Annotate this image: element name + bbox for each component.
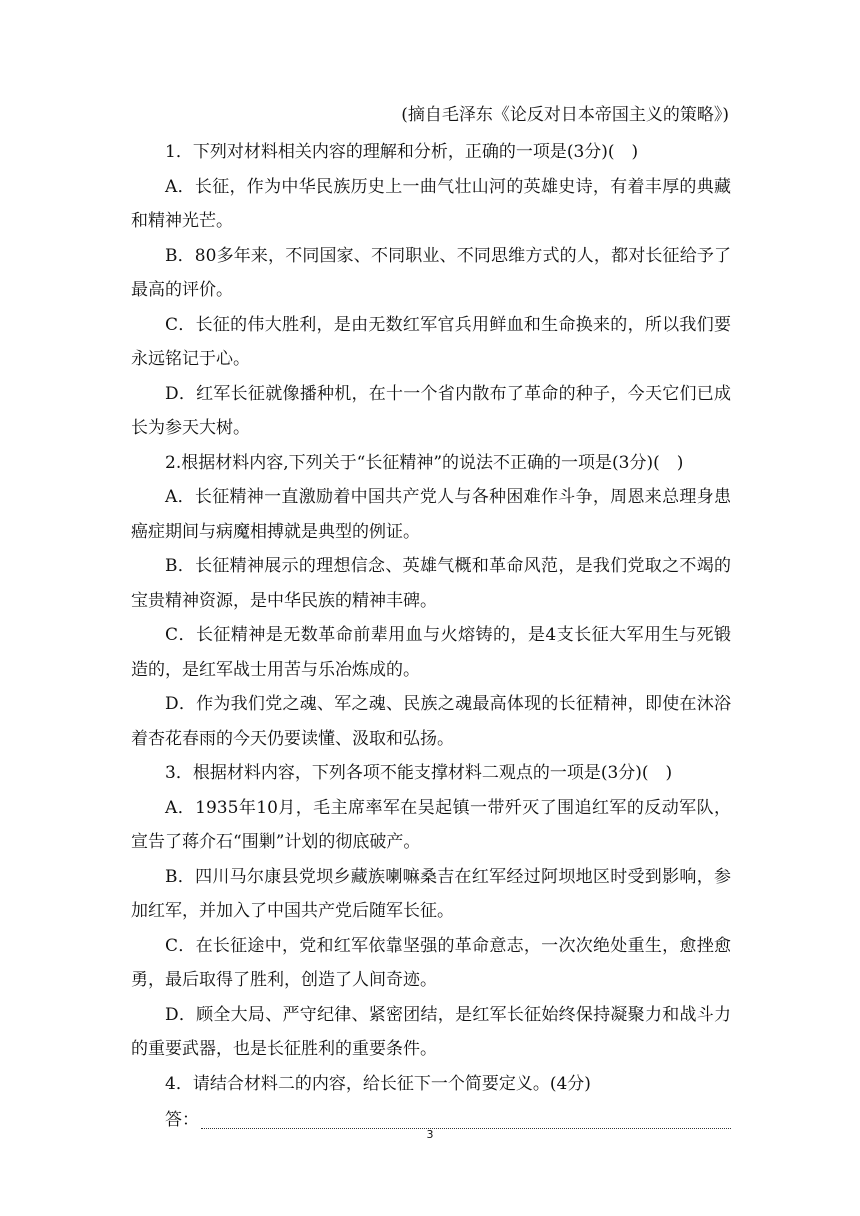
option-3a: A．1935年10月，毛主席率军在吴起镇一带歼灭了围追红军的反动军队，宣告了蒋介石“围剿”计划的彻底破产。	[131, 797, 731, 852]
option-2d: D．作为我们党之魂、军之魂、民族之魂最高体现的长征精神，即使在沐浴着杏花春雨的今天仍要读懂、汲取和弘扬。	[131, 694, 731, 749]
option-3d: D．顾全大局、严守纪律、紧密团结，是红军长征始终保持凝聚力和战斗力的重要武器，也是长征胜利的重要条件。	[131, 1004, 731, 1059]
option-1c: C．长征的伟大胜利，是由无数红军官兵用鲜血和生命换来的，所以我们要永远铭记于心。	[131, 314, 731, 369]
option-2a: A．长征精神一直激励着中国共产党人与各种困难作斗争，周恩来总理身患癌症期间与病魔相搏就是典型的例证。	[131, 487, 731, 542]
question-4: 4．请结合材料二的内容，给长征下一个简要定义。(4分)	[165, 1073, 591, 1094]
option-1d: D．红军长征就像播种机，在十一个省内散布了革命的种子，今天它们已成长为参天大树。	[131, 383, 731, 438]
question-3: 3．根据材料内容，下列各项不能支撑材料二观点的一项是(3分)( )	[165, 763, 673, 783]
source-citation: (摘自毛泽东《论反对日本帝国主义的策略》)	[401, 105, 729, 125]
questions-body	[131, 135, 731, 1137]
option-2b: B．长征精神展示的理想信念、英雄气概和革命风范，是我们党取之不竭的宝贵精神资源，是中华民族的精神丰碑。	[131, 556, 731, 611]
answer-label: 答：	[165, 1110, 199, 1130]
option-1a: A．长征，作为中华民族历史上一曲气壮山河的英雄史诗，有着丰厚的典藏和精神光芒。	[131, 176, 731, 231]
page-number: 3	[426, 1128, 434, 1141]
option-3c: C．在长征途中，党和红军依靠坚强的革命意志，一次次绝处重生，愈挫愈勇，最后取得了胜利，创造了人间奇迹。	[131, 935, 731, 990]
question-1: 1．下列对材料相关内容的理解和分析，正确的一项是(3分)( )	[165, 142, 639, 162]
option-1b: B．80多年来，不同国家、不同职业、不同思维方式的人，都对长征给予了最高的评价。	[131, 245, 731, 300]
option-2c: C．长征精神是无数革命前辈用血与火熔铸的，是4支长征大军用生与死锻造的，是红军战士用苦与乐冶炼成的。	[131, 625, 731, 680]
option-3b: B．四川马尔康县党坝乡藏族喇嘛桑吉在红军经过阿坝地区时受到影响，参加红军，并加入了中国共产党后随军长征。	[131, 866, 731, 921]
question-2: 2.根据材料内容,下列关于“长征精神”的说法不正确的一项是(3分)( )	[165, 452, 684, 473]
